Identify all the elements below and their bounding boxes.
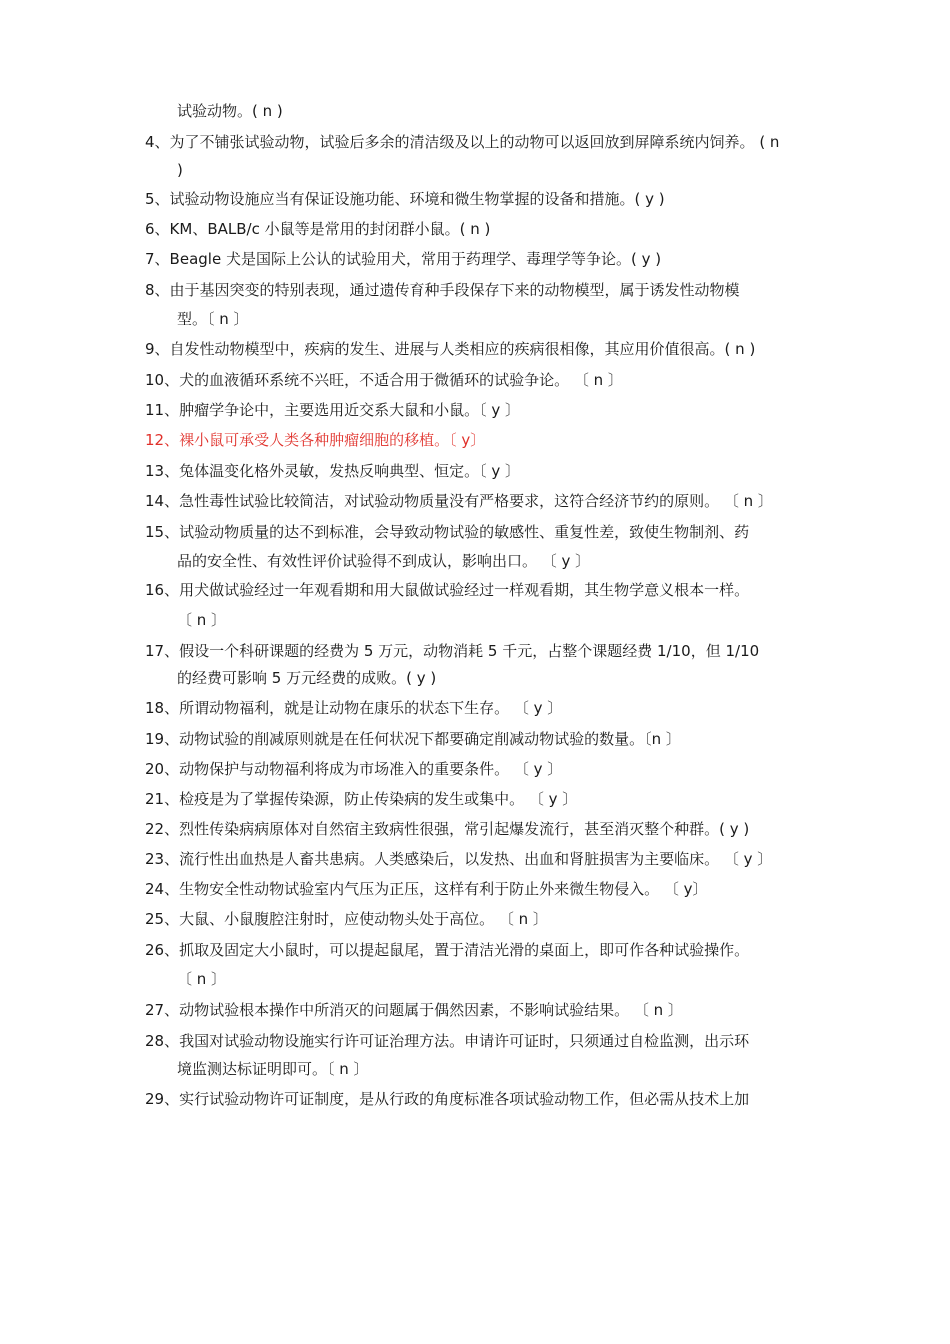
list-item: 7、Beagle 犬是国际上公认的试验用犬，常用于药理学、毒理学等争论。( y ) xyxy=(145,250,662,268)
list-item: 14、急性毒性试验比较简洁，对试验动物质量没有严格要求，这符合经济节约的原则。 〔 n 〕 xyxy=(145,492,773,510)
list-item: 8、由于基因突变的特别表现，通过遗传育种手段保存下来的动物模型，属于诱发性动物模 xyxy=(145,281,740,299)
list-item: 4、为了不铺张试验动物，试验后多余的清洁级及以上的动物可以返回放到屏障系统内饲养。 ( n xyxy=(145,133,780,151)
list-item: 21、检疫是为了掌握传染源，防止传染病的发生或集中。 〔 y 〕 xyxy=(145,790,578,808)
list-item: 23、流行性出血热是人畜共患病。人类感染后，以发热、出血和肾脏损害为主要临床。 〔 y 〕 xyxy=(145,850,773,868)
list-item: 28、我国对试验动物设施实行许可证治理方法。申请许可证时，只须通过自检监测，出示环 xyxy=(145,1032,750,1050)
list-item: 17、假设一个科研课题的经费为 5 万元，动物消耗 5 千元，占整个课题经费 1/10，但 1/10 xyxy=(145,642,760,660)
list-item: 13、兔体温变化格外灵敏，发热反响典型、恒定。〔 y 〕 xyxy=(145,462,521,480)
list-item: 29、实行试验动物许可证制度，是从行政的角度标准各项试验动物工作，但必需从技术上加 xyxy=(145,1090,750,1108)
list-item: 18、所谓动物福利，就是让动物在康乐的状态下生存。 〔 y 〕 xyxy=(145,699,563,717)
list-item: 11、肿瘤学争论中，主要选用近交系大鼠和小鼠。〔 y 〕 xyxy=(145,401,521,419)
list-item: 试验动物。( n ) xyxy=(177,102,283,120)
list-item-continuation: 境监测达标证明即可。〔 n 〕 xyxy=(177,1060,369,1078)
list-item: 27、动物试验根本操作中所消灭的问题属于偶然因素，不影响试验结果。 〔 n 〕 xyxy=(145,1001,683,1019)
list-item-continuation: 〔 n 〕 xyxy=(177,611,227,629)
list-item-highlighted: 12、裸小鼠可承受人类各种肿瘤细胞的移植。〔 y〕 xyxy=(145,431,486,449)
list-item: 22、烈性传染病病原体对自然宿主致病性很强，常引起爆发流行，甚至消灭整个种群。( y ) xyxy=(145,820,750,838)
list-item: 10、犬的血液循环系统不兴旺，不适合用于微循环的试验争论。 〔 n 〕 xyxy=(145,371,623,389)
list-item: 5、试验动物设施应当有保证设施功能、环境和微生物掌握的设备和措施。( y ) xyxy=(145,190,665,208)
list-item: 20、动物保护与动物福利将成为市场准入的重要条件。 〔 y 〕 xyxy=(145,760,563,778)
list-item: 24、生物安全性动物试验室内气压为正压，这样有利于防止外来微生物侵入。 〔 y〕 xyxy=(145,880,708,898)
list-item: 15、试验动物质量的达不到标准，会导致动物试验的敏感性、重复性差，致使生物制剂、药 xyxy=(145,523,750,541)
list-item: 16、用犬做试验经过一年观看期和用大鼠做试验经过一样观看期，其生物学意义根本一样。 xyxy=(145,581,750,599)
list-item-continuation: 型。〔 n 〕 xyxy=(177,310,249,328)
list-item-continuation: 品的安全性、有效性评价试验得不到成认，影响出口。 〔 y 〕 xyxy=(177,552,591,570)
list-item-continuation: 〔 n 〕 xyxy=(177,970,227,988)
list-item: 26、抓取及固定大小鼠时，可以提起鼠尾，置于清洁光滑的桌面上，即可作各种试验操作。 xyxy=(145,941,750,959)
list-item: 19、动物试验的削减原则就是在任何状况下都要确定削减动物试验的数量。〔n 〕 xyxy=(145,730,681,748)
list-item: 25、大鼠、小鼠腹腔注射时，应使动物头处于高位。 〔 n 〕 xyxy=(145,910,548,928)
list-item: 6、KM、BALB/c 小鼠等是常用的封闭群小鼠。( n ) xyxy=(145,220,491,238)
list-item: 9、自发性动物模型中，疾病的发生、进展与人类相应的疾病很相像，其应用价值很高。( n ) xyxy=(145,340,756,358)
list-item-continuation: 的经费可影响 5 万元经费的成败。( y ) xyxy=(177,669,437,687)
list-item-continuation: ) xyxy=(177,161,183,179)
